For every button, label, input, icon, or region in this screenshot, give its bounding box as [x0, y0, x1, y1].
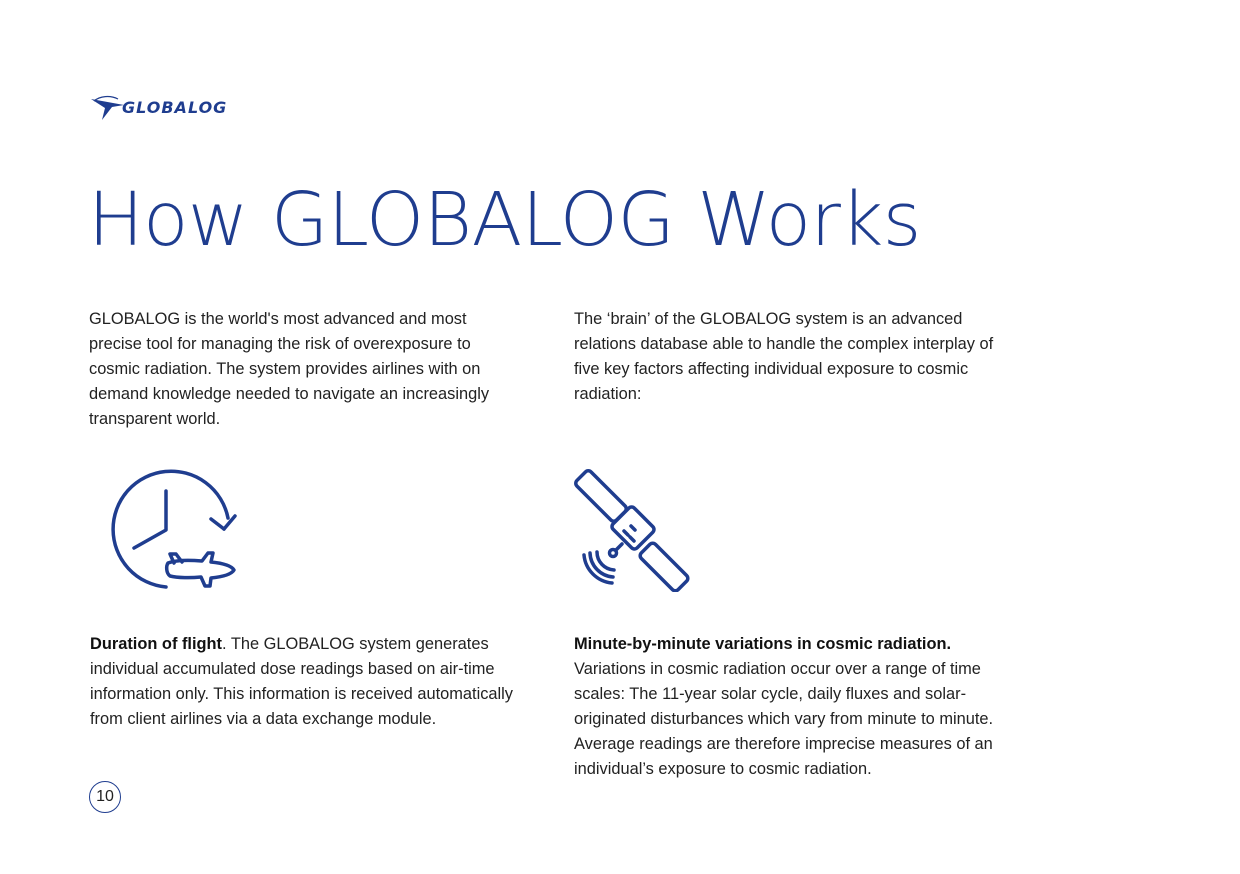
logo-wordmark: GLOBALOG	[122, 98, 228, 117]
clock-airplane-icon	[100, 466, 242, 592]
feature-body: . The GLOBALOG system generates individual accumulated dose readings based on air-time information only. This information is received automatically from client airlines via a data exchange module.	[90, 635, 514, 728]
globalog-logo	[88, 92, 273, 122]
intro-left-paragraph: GLOBALOG is the world's most advanced and most precise tool for managing the risk of overexposure to cosmic radiation. The system provides airlines with on demand knowledge needed to navigate an increasingly transparent world.	[89, 310, 490, 428]
feature-heading: Duration of flight	[90, 635, 223, 653]
feature-duration-of-flight	[90, 632, 520, 732]
satellite-icon	[572, 466, 696, 592]
page-title: How GLOBALOG Works	[88, 177, 921, 263]
feature-cosmic-radiation-variations	[574, 632, 1024, 782]
page-number: 10	[89, 781, 121, 813]
feature-body: Variations in cosmic radiation occur over a range of time scales: The 11-year solar cycle, daily fluxes and solar-originated disturbances which vary from minute to minute. Average readings are therefore imprecise measures of an individual’s exposure to cosmic radiation.	[574, 660, 994, 778]
plane-logo-icon	[88, 92, 273, 122]
feature-heading: Minute-by-minute variations in cosmic radiation.	[574, 635, 952, 653]
intro-right-paragraph: The ‘brain’ of the GLOBALOG system is an advanced relations database able to handle the complex interplay of five key factors affecting individual exposure to cosmic radiation:	[574, 310, 994, 403]
